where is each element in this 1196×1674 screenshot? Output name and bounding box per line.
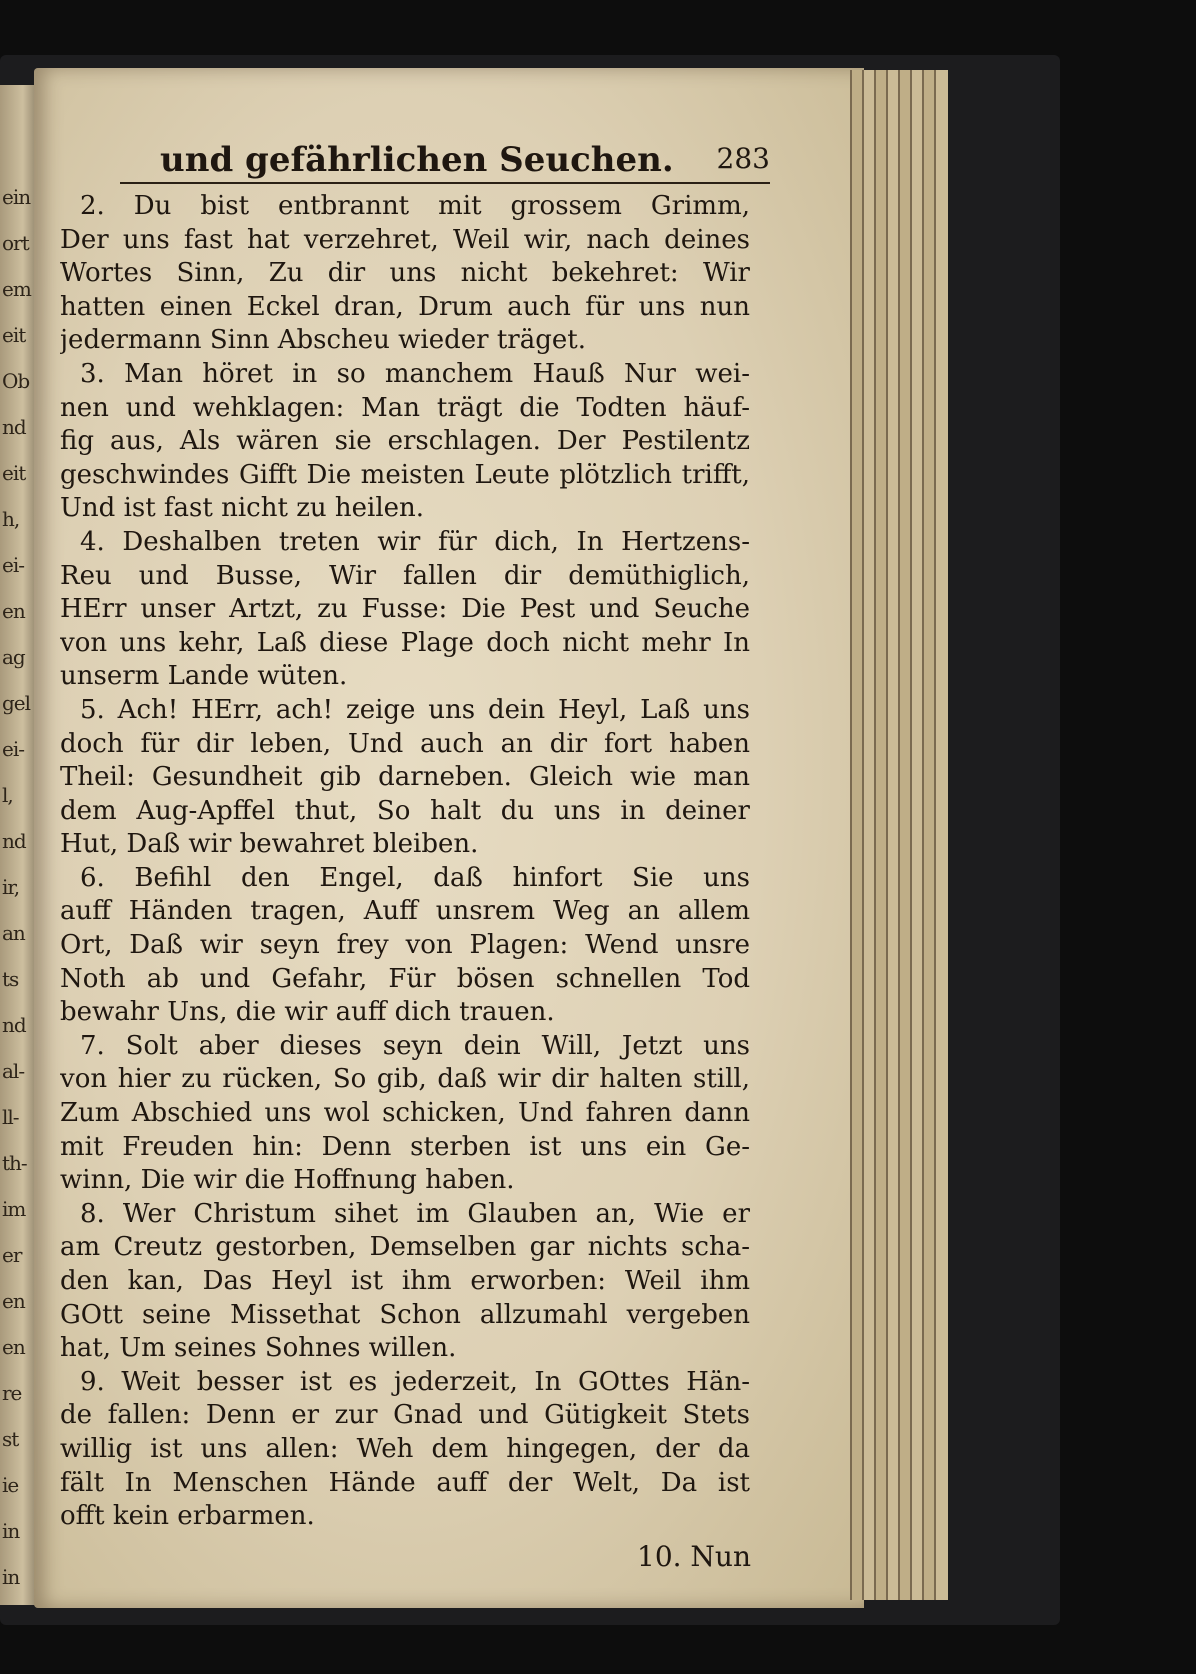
text-line: 8. Wer Christum sihet im Glauben an, Wie er	[80, 1198, 750, 1229]
text-line: Und ist fast nicht zu heilen.	[60, 493, 425, 524]
left-fragment: al-	[2, 1059, 25, 1083]
left-fragment: ein	[2, 185, 31, 209]
left-fragment: ort	[2, 231, 29, 255]
running-header	[120, 140, 770, 184]
text-line: offt kein erbarmen.	[60, 1501, 315, 1532]
left-fragment: re	[2, 1381, 22, 1405]
left-fragment: st	[2, 1427, 19, 1451]
text-line: 7. Solt aber dieses seyn dein Will, Jetzt uns	[80, 1030, 750, 1061]
text-line: unserm Lande wüten.	[60, 661, 348, 692]
left-fragment: er	[2, 1243, 22, 1267]
left-fragment: nd	[2, 1013, 26, 1037]
catchword: 10. Nun	[637, 1540, 751, 1573]
page-number: 283	[716, 142, 770, 175]
text-line: 4. Deshalben treten wir für dich, In Hertzens-	[80, 526, 750, 557]
text-line: bewahr Uns, die wir auff dich trauen.	[60, 997, 555, 1028]
text-line: Reu und Busse, Wir fallen dir demüthiglich,	[60, 560, 750, 591]
left-fragment: ir,	[2, 875, 20, 899]
left-fragment: ll-	[2, 1105, 19, 1129]
text-line: Zum Abschied uns wol schicken, Und fahren dann	[60, 1098, 750, 1129]
left-fragment: eit	[2, 323, 26, 347]
text-line: Hut, Daß wir bewahret bleiben.	[60, 829, 479, 860]
text-line: hatten einen Eckel dran, Drum auch für uns nun	[60, 291, 750, 322]
text-line: geschwindes Gifft Die meisten Leute plötzlich trifft,	[60, 459, 750, 490]
left-fragment: nd	[2, 829, 26, 853]
left-fragment: em	[2, 277, 31, 301]
text-line: 3. Man höret in so manchem Hauß Nur wei-	[80, 358, 750, 389]
text-line: 9. Weit besser ist es jederzeit, In GOttes Hän-	[80, 1366, 750, 1397]
left-fragment: nd	[2, 415, 26, 439]
page-edge-line	[934, 70, 948, 1600]
text-line: dem Aug-Apffel thut, So halt du uns in deiner	[60, 795, 750, 826]
text-line: winn, Die wir die Hoffnung haben.	[60, 1165, 515, 1196]
text-line: 2. Du bist entbrannt mit grossem Grimm,	[80, 191, 750, 221]
left-fragment: in	[2, 1519, 20, 1543]
text-line: willig ist uns allen: Weh dem hingegen, der da	[60, 1433, 750, 1464]
left-fragment: ei-	[2, 553, 24, 577]
hymn-text	[60, 190, 750, 1534]
left-page-edge	[0, 85, 38, 1605]
text-line: auff Händen tragen, Auff unsrem Weg an allem	[60, 896, 750, 927]
left-fragment: th-	[2, 1151, 27, 1175]
text-line: Wortes Sinn, Zu dir uns nicht bekehret: Wir	[60, 258, 750, 289]
left-fragment: h,	[2, 507, 20, 531]
left-fragment: en	[2, 1289, 25, 1313]
left-fragment: en	[2, 1335, 25, 1359]
page-edges	[850, 70, 1000, 1600]
left-fragment: ag	[2, 645, 25, 669]
text-line: de fallen: Denn er zur Gnad und Gütigkeit Stets	[60, 1400, 750, 1431]
left-page-text-fragments	[0, 85, 38, 1605]
text-line: mit Freuden hin: Denn sterben ist uns ein Ge-	[60, 1131, 750, 1162]
text-line: Der uns fast hat verzehret, Weil wir, nach deines	[60, 224, 750, 255]
left-fragment: ei-	[2, 737, 24, 761]
text-line: Theil: Gesundheit gib darneben. Gleich wie man	[60, 762, 750, 793]
left-fragment: en	[2, 599, 25, 623]
text-line: am Creutz gestorben, Demselben gar nichts scha-	[60, 1232, 750, 1263]
left-fragment: eit	[2, 461, 26, 485]
text-line: den kan, Das Heyl ist ihm erworben: Weil ihm	[60, 1266, 750, 1296]
text-line: von hier zu rücken, So gib, daß wir dir halten still,	[60, 1064, 750, 1095]
text-line: fält In Menschen Hände auff der Welt, Da ist	[60, 1467, 750, 1498]
text-line: 5. Ach! HErr, ach! zeige uns dein Heyl, Laß uns	[80, 694, 750, 725]
text-line: Noth ab und Gefahr, Für bösen schnellen Tod	[60, 963, 750, 994]
header-rule	[120, 182, 770, 184]
left-fragment: ie	[2, 1473, 19, 1497]
text-line: HErr unser Artzt, zu Fusse: Die Pest und Seuche	[60, 594, 750, 625]
running-title: und gefährlichen Seuchen.	[160, 140, 674, 180]
text-line: jedermann Sinn Abscheu wieder träget.	[60, 325, 586, 356]
text-line: doch für dir leben, Und auch an dir fort haben	[60, 728, 750, 759]
left-fragment: in	[2, 1565, 20, 1589]
left-fragment: gel	[2, 691, 31, 715]
text-line: GOtt seine Missethat Schon allzumahl vergeben	[60, 1299, 750, 1330]
text-line: hat, Um seines Sohnes willen.	[60, 1333, 457, 1364]
text-line: fig aus, Als wären sie erschlagen. Der Pestilentz	[60, 426, 750, 457]
left-fragment: Ob	[2, 369, 30, 393]
text-line: von uns kehr, Laß diese Plage doch nicht mehr In	[60, 627, 750, 658]
text-line: nen und wehklagen: Man trägt die Todten häuf-	[60, 392, 750, 423]
text-line: 6. Befihl den Engel, daß hinfort Sie uns	[80, 862, 750, 893]
left-fragment: ts	[2, 967, 19, 991]
left-fragment: im	[2, 1197, 26, 1221]
left-fragment: l,	[2, 783, 13, 807]
left-fragment: an	[2, 921, 25, 945]
text-line: Ort, Daß wir seyn frey von Plagen: Wend unsre	[60, 930, 750, 961]
